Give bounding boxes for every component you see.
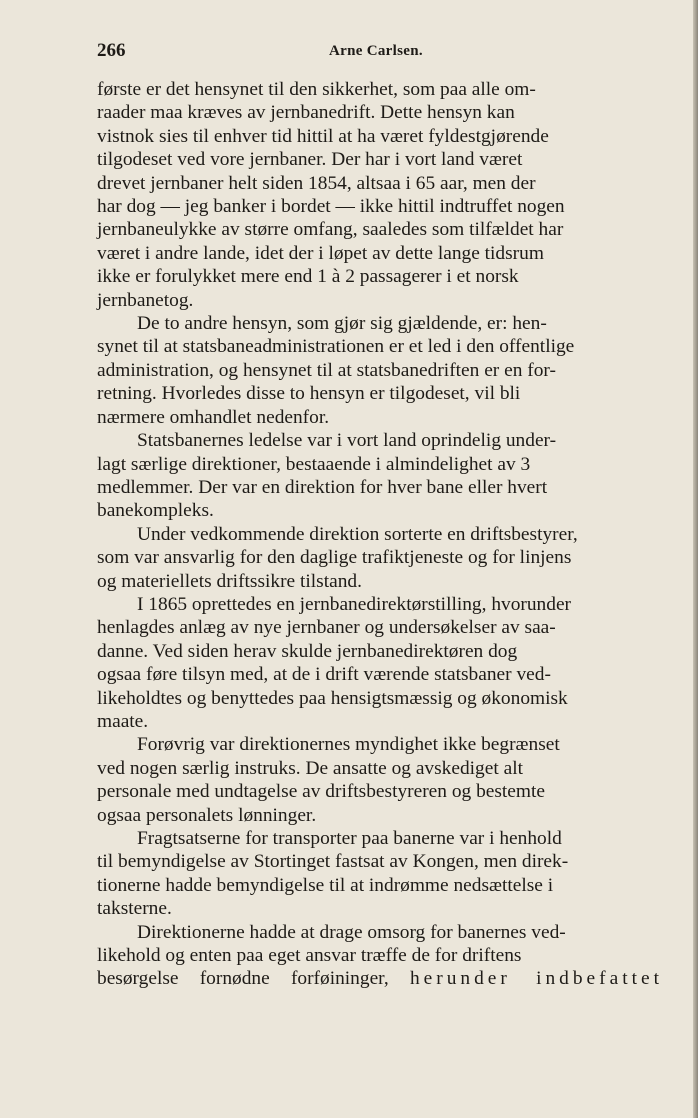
text-line: likeholdtes og benyttedes paa hensigtsmæssig og økonomisk xyxy=(97,687,568,709)
page-edge xyxy=(693,0,698,1118)
text-line: vistnok sies til enhver tid hittil at ha været fyldestgjørende xyxy=(97,125,549,147)
text-line: henlagdes anlæg av nye jernbaner og undersøkelser av saa- xyxy=(97,617,556,639)
text-line: I 1865 oprettedes en jernbanedirektørstilling, hvorunder xyxy=(137,593,572,615)
paragraph xyxy=(97,523,663,593)
paragraph xyxy=(97,921,663,991)
text-line: Statsbanernes ledelse var i vort land oprindelig under- xyxy=(137,430,557,452)
text-line: som var ansvarlig for den daglige trafiktjeneste og for linjens xyxy=(97,547,572,569)
text-line-final xyxy=(97,967,663,990)
text-line: jernbanetog. xyxy=(97,289,194,311)
text-line: til bemyndigelse av Stortinget fastsat av Kongen, men direk- xyxy=(97,851,569,873)
text-line: drevet jernbaner helt siden 1854, altsaa i 65 aar, men der xyxy=(97,172,536,194)
text-line: Under vedkommende direktion sorterte en driftsbestyrer, xyxy=(137,523,578,545)
text-line: ved nogen særlig instruks. De ansatte og avskediget alt xyxy=(97,757,523,779)
text-line: likehold og enten paa eget ansvar træffe de for driftens xyxy=(97,945,522,967)
text-line: Fragtsatserne for transporter paa banerne var i henhold xyxy=(137,828,562,849)
text-line: jernbaneulykke av større omfang, saaledes som tilfældet har xyxy=(97,219,564,241)
text-line: lagt særlige direktioner, bestaaende i almindelighet av 3 xyxy=(97,453,531,475)
text-line: og materiellets driftssikre tilstand. xyxy=(97,570,362,592)
text-line: Forøvrig var direktionernes myndighet ikke begrænset xyxy=(137,734,560,756)
text-line: De to andre hensyn, som gjør sig gjældende, er: hen- xyxy=(137,313,547,335)
text-line: medlemmer. Der var en direktion for hver bane eller hvert xyxy=(97,476,548,498)
final-line-lead: besørgelse fornødne forføininger, xyxy=(97,968,389,990)
text-line: første er det hensynet til den sikkerhet, som paa alle om- xyxy=(97,79,536,100)
running-head: Arne Carlsen. xyxy=(329,43,423,59)
paragraph xyxy=(97,78,663,312)
page-header xyxy=(97,40,617,68)
text-line: administration, og hensynet til at statsbanedriften er en for- xyxy=(97,359,556,381)
text-line: banekompleks. xyxy=(97,500,214,522)
paragraph xyxy=(97,827,663,921)
text-line: ogsaa føre tilsyn med, at de i drift værende statsbaner ved- xyxy=(97,664,551,686)
body-text xyxy=(97,78,663,991)
final-line-spaced: herunder indbefattet xyxy=(409,968,663,990)
text-line: været i andre lande, idet der i løpet av dette lange tidsrum xyxy=(97,242,544,264)
text-line: ogsaa personalets lønninger. xyxy=(97,804,317,826)
text-line: raader maa kræves av jernbanedrift. Dette hensyn kan xyxy=(97,102,515,124)
paragraph xyxy=(97,312,663,429)
text-line: taksterne. xyxy=(97,898,172,920)
paragraph xyxy=(97,593,663,733)
text-line: nærmere omhandlet nedenfor. xyxy=(97,406,330,428)
text-line: retning. Hvorledes disse to hensyn er tilgodeset, vil bli xyxy=(97,383,521,405)
text-line: tionerne hadde bemyndigelse til at indrømme nedsættelse i xyxy=(97,874,554,896)
text-line: danne. Ved siden herav skulde jernbanedirektøren dog xyxy=(97,640,518,662)
text-line: maate. xyxy=(97,710,149,732)
text-line: ikke er forulykket mere end 1 à 2 passagerer i et norsk xyxy=(97,266,519,288)
paragraph xyxy=(97,733,663,827)
text-line: har dog — jeg banker i bordet — ikke hittil indtruffet nogen xyxy=(97,196,565,218)
text-line: synet til at statsbaneadministrationen er et led i den offentlige xyxy=(97,336,575,358)
text-line: Direktionerne hadde at drage omsorg for banernes ved- xyxy=(137,921,566,943)
text-line: tilgodeset ved vore jernbaner. Der har i vort land været xyxy=(97,149,523,171)
paragraph xyxy=(97,429,663,523)
page-number: 266 xyxy=(97,40,126,61)
text-line: personale med undtagelse av driftsbestyreren og bestemte xyxy=(97,781,545,803)
